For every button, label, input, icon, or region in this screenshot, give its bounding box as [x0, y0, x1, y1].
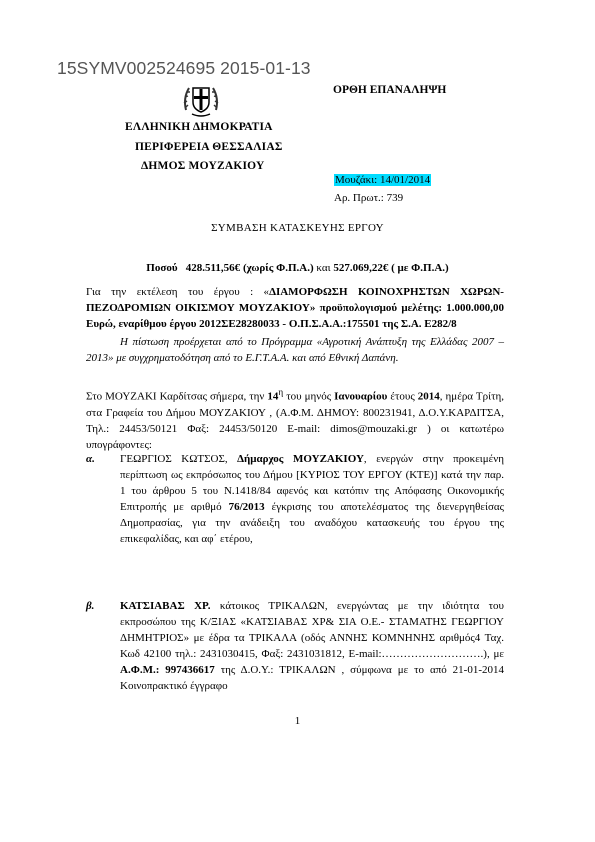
repeat-label: ΟΡΘΗ ΕΠΑΝΑΛΗΨΗ [333, 84, 447, 96]
party-b: β. ΚΑΤΣΙΑΒΑΣ ΧΡ. κάτοικος ΤΡΙΚΑΛΩΝ, ενεργώντας με την ιδιότητα του εκπροσώπου της Κ/ΞΙΑΣ «ΚΑΤΣΙΑΒΑΣ ΧΡ& ΣΙΑ Ο.Ε.- ΣΤΑΜΑΤΗΣ ΓΕΩΡΓΙΟΥ ΔΗΜΗΤΡΙΟΣ» με έδρα τα ΤΡΙΚΑΛΑ (οδός ΑΝΝΗΣ ΚΟΜΝΗΝΗΣ αριθμός4 Ταχ. Κωδ 42100 τηλ.: 2431030415, Φαξ: 2431031812, E-mail:……………………….), με Α.Φ.Μ.: 997436617 της Δ.Ο.Υ.: ΤΡΙΚΑΛΩΝ , σύμφωνα με το από 21-01-2014 Κοινοπρακτικό έγγραφο [86, 600, 505, 692]
greek-coat-of-arms-icon [180, 80, 222, 118]
document-date: Μουζάκι: 14/01/2014 [335, 174, 431, 186]
protocol-number: Αρ. Πρωτ.: 739 [334, 192, 404, 204]
header-region: ΠΕΡΙΦΕΡΕΙΑ ΘΕΣΣΑΛΙΑΣ [135, 141, 283, 153]
document-stamp: 15SYMV002524695 2015-01-13 [57, 58, 311, 78]
header-republic: ΕΛΛΗΝΙΚΗ ΔΗΜΟΚΡΑΤΙΑ [125, 121, 273, 133]
header-municipality: ΔΗΜΟΣ ΜΟΥΖΑΚΙΟΥ [141, 160, 265, 172]
contract-amount: Ποσού 428.511,56€ (χωρίς Φ.Π.Α.) και 527.069,22€ ( με Φ.Π.Α.) [146, 262, 449, 274]
funding-note: Η πίστωση προέρχεται από το Πρόγραμμα «Αγροτική Ανάπτυξη της Ελλάδας 2007 – 2013» με συγχρηματοδότηση από το Ε.Γ.Τ.Α.Α. και από Εθνική Δαπάνη. [86, 336, 504, 364]
party-a: α. ΓΕΩΡΓΙΟΣ ΚΩΤΣΟΣ, Δήμαρχος ΜΟΥΖΑΚΙΟΥ, ενεργών στην προκειμένη περίπτωση ως εκπρόσωπος του Δήμου [ΚΥΡΙΟΣ ΤΟΥ ΕΡΓΟΥ (ΚΤΕ)] κατά την παρ. 1 του άρθρου 5 του Ν.1418/84 αφενός και κατόπιν της Απόφασης Οικονομικής Επιτροπής με αριθμό 76/2013 έγκρισης του αποτελέσματος της διενεργηθείσας Δημοπρασίας, για την ανάδειξη του αναδόχου κατασκευής του έργου της επικεφαλίδας, και αφ΄ ετέρου, [86, 453, 505, 545]
document-title: ΣΥΜΒΑΣΗ ΚΑΤΑΣΚΕΥΗΣ ΕΡΓΟΥ [211, 222, 384, 234]
page-number: 1 [294, 715, 301, 727]
project-description: Για την εκτέλεση του έργου : «ΔΙΑΜΟΡΦΩΣΗ ΚΟΙΝΟΧΡΗΣΤΩΝ ΧΩΡΩΝ-ΠΕΖΟΔΡΟΜΙΩΝ ΟΙΚΙΣΜΟΥ ΜΟΥΖΑΚΙΟΥ» προϋπολογισμού μελέτης: 1.000.000,00 Ευρώ, εναρίθμου έργου 2012ΣΕ28280033 - Ο.Π.Σ.Α.Α.:175501 της Σ.Α. Ε282/8 [86, 286, 504, 330]
intro-paragraph: Στο ΜΟΥΖΑΚΙ Καρδίτσας σήμερα, την $14^\eta$ του μηνός Ιανουαρίου έτους 2014, ημέρα Τρίτη, στα Γραφεία του Δήμου ΜΟΥΖΑΚΙΟΥ , (Α.Φ.Μ. ΔΗΜΟΥ: 800231941, Δ.Ο.Υ.ΚΑΡΔΙΤΣΑ, Τηλ.: 24453/50121 Φαξ: 24453/50120 E-mail: dimos@mouzaki.gr ) οι κατωτέρω υπογράφοντες: [86, 387, 504, 451]
